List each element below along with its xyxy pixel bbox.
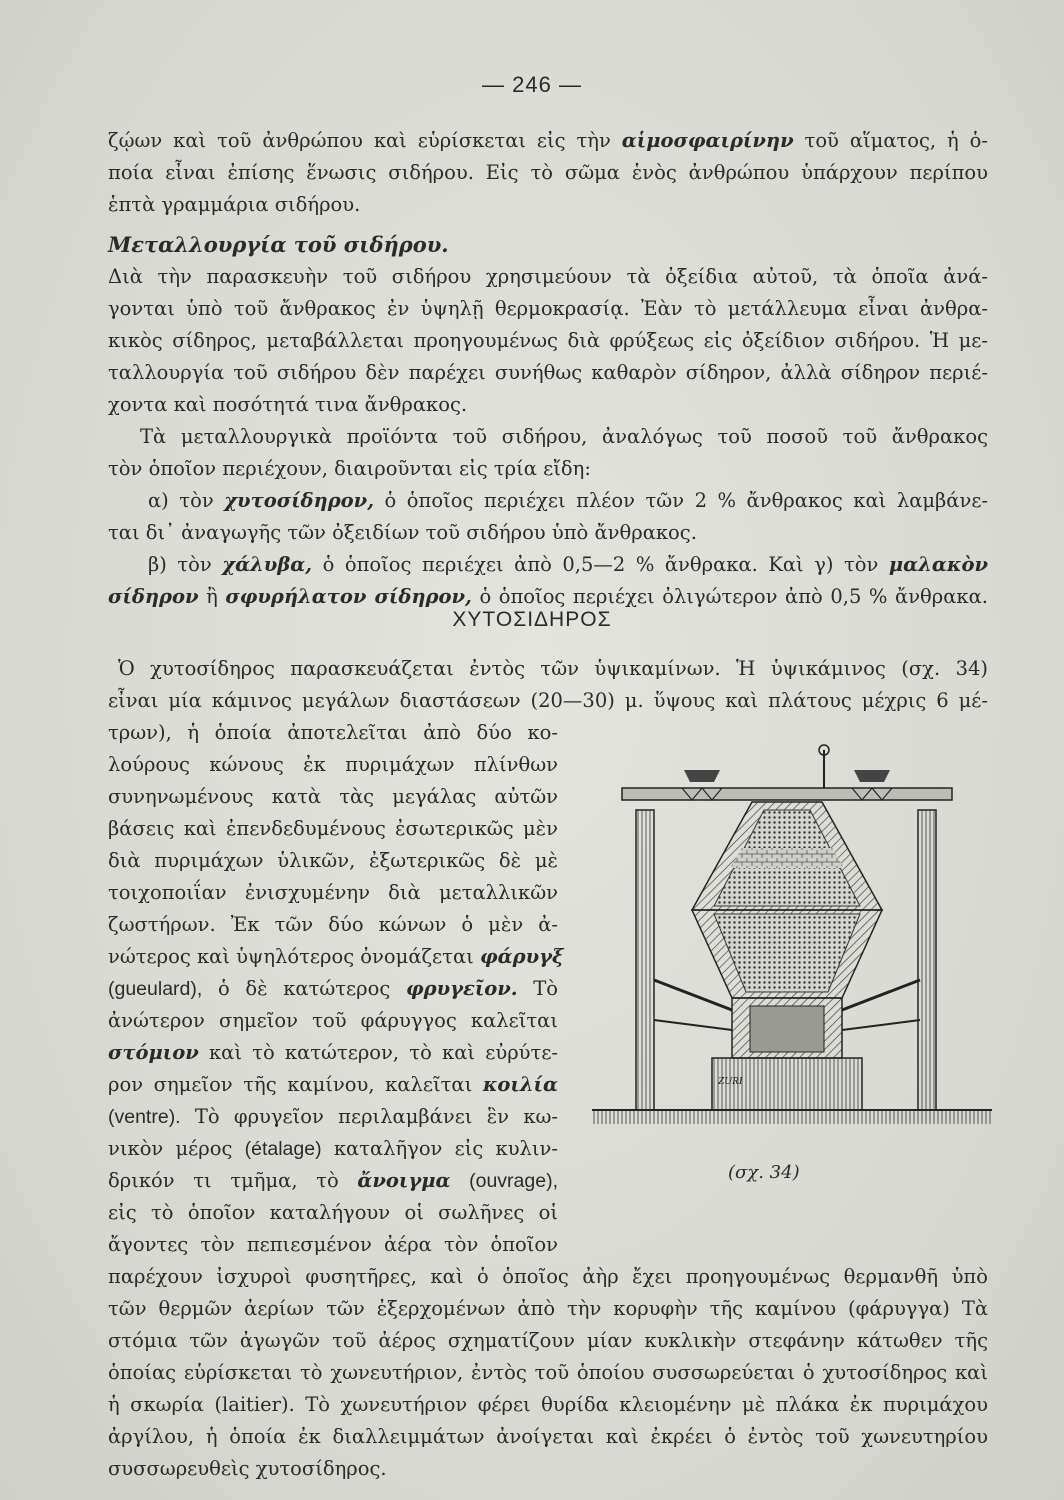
para3-end-line: ἀργίλου, ἡ ὁποία ἐκ διαλλειμμάτων ἀνοίγεται καὶ ἐκρέει ὁ ἐντὸς τοῦ χωνευτηρίου: [108, 1425, 988, 1448]
text-span: Τὸ φρυγεῖον περιλαμβάνει ἓν κω-: [194, 1105, 558, 1128]
term-bosh: φρυγεῖον.: [405, 977, 518, 1000]
section-title-cast-iron: ΧΥΤΟΣΙΔΗΡΟΣ: [452, 608, 612, 631]
text-span: α) τὸν: [148, 489, 214, 512]
text-span: καταλῆγον εἰς κυλιν-: [333, 1137, 558, 1160]
para3-end-line: συσσωρευθεὶς χυτοσίδηρος.: [108, 1457, 387, 1480]
term-mouth: στόμιον: [108, 1041, 199, 1064]
text-span: δρικόν τι τμῆμα, τὸ: [108, 1169, 339, 1192]
text-span: Τὸ: [533, 977, 558, 1000]
para3-narrow-line: συνηνωμένους κατὰ τὰς μεγάλας αὐτῶν: [108, 785, 558, 808]
text-span: ἢ: [206, 585, 218, 608]
para3-narrow-line: ἀνώτερον σημεῖον τοῦ φάρυγγος καλεῖται: [108, 1009, 558, 1032]
text-span: (ventre).: [108, 1106, 181, 1128]
para3-narrow-line: διὰ πυριμάχων ὑλικῶν, ἐξωτερικῶς δὲ μὲ: [108, 849, 558, 872]
para3-narrow-line: [108, 1040, 558, 1066]
text-span: νώτερος καὶ ὑψηλότερος ὀνομάζεται: [108, 945, 474, 968]
para3-narrow-line: [108, 1136, 558, 1162]
para1-line: κικὸς σίδηρος, μεταβάλλεται προηγουμένως διὰ φρύξεως εἰς ὀξείδιον σιδήρου. Ἡ με-: [108, 329, 988, 352]
engraver-signature: ZURI: [718, 1075, 743, 1087]
term-steel: χάλυβα,: [222, 553, 313, 576]
para3-narrow-line: [108, 1104, 558, 1130]
text-span: (gueulard),: [108, 978, 203, 1000]
text-span: ὁ ὁποῖος περιέχει ὀλιγώτερον ἀπὸ 0,5 % ἄνθρακα.: [479, 585, 988, 608]
term-wrought-iron: σφυρήλατον σίδηρον,: [225, 585, 472, 608]
intro-line-3: ἑπτὰ γραμμάρια σιδήρου.: [108, 193, 361, 216]
item-b-line-1: [148, 552, 988, 578]
para2-line: Τὰ μεταλλουργικὰ προϊόντα τοῦ σιδήρου, ἀναλόγως τοῦ ποσοῦ τοῦ ἄνθρακος: [140, 425, 988, 448]
para3-narrow-line: ἄγοντες τὸν πεπιεσμένον ἀέρα τὸν ὁποῖον: [108, 1233, 558, 1256]
para1-line: χοντα καὶ ποσότητά τινα ἄνθρακος.: [108, 393, 468, 416]
term-opening: ἄνοιγμα: [357, 1169, 451, 1192]
item-a-line-1: [148, 488, 988, 514]
section-heading: Μεταλλουργία τοῦ σιδήρου.: [108, 232, 449, 257]
para3-narrow-line: βάσεις καὶ ἐπενδεδυμένους ἐσωτερικῶς μὲν: [108, 817, 558, 840]
para3-narrow-line: [108, 976, 558, 1002]
para3-narrow-line: [108, 1072, 558, 1098]
para3-end-line: παρέχουν ἰσχυροὶ φυσητῆρες, καὶ ὁ ὁποῖος ἀὴρ ἔχει προηγουμένως θερμανθῆ ὑπὸ: [108, 1265, 988, 1288]
para1-line: ταλλουργία τοῦ σιδήρου δὲν παρέχει συνήθως καθαρὸν σίδηρον, ἀλλὰ σίδηρον περιέ-: [108, 361, 988, 384]
para2-line: τὸν ὁποῖον περιέχουν, διαιροῦνται εἰς τρία εἴδη:: [108, 457, 591, 480]
term-haemoglobin: αἱμοσφαιρίνην: [621, 129, 794, 152]
text-span: ὁ ὁποῖος περιέχει πλέον τῶν 2 % ἄνθρακος καὶ λαμβάνε-: [384, 489, 989, 512]
term-iron: σίδηρον: [108, 585, 199, 608]
page-number: — 246 —: [482, 72, 582, 97]
para1-line: Διὰ τὴν παρασκευὴν τοῦ σιδήρου χρησιμεύουν τὰ ὀξείδια αὐτοῦ, τὰ ὁποῖα ἀνά-: [108, 265, 988, 288]
text-span: ρον σημεῖον τῆς καμίνου, καλεῖται: [108, 1073, 473, 1096]
para3-narrow-line: [108, 944, 564, 970]
para3-end-line: στόμια τῶν ἀγωγῶν τοῦ ἀέρος σχηματίζουν μίαν κυκλικὴν στεφάνην κάτωθεν τῆς: [108, 1329, 988, 1352]
term-soft: μαλακὸν: [888, 553, 988, 576]
para3-end-line: ὁποίας εὑρίσκεται τὸ χωνευτήριον, ἐντὸς τοῦ ὁποίου συσσωρεύεται ὁ χυτοσίδηρος καὶ: [108, 1361, 988, 1384]
text-span: ὁ ὁποῖος περιέχει ἀπὸ 0,5—2 % ἄνθρακα. Καὶ γ) τὸν: [322, 553, 879, 576]
para3-narrow-line: λούρους κώνους ἐκ πυριμάχων πλίνθων: [108, 753, 558, 776]
text-span: (étalage): [244, 1138, 322, 1160]
figure-caption: (σχ. 34): [728, 1162, 800, 1183]
text-span: β) τὸν: [148, 553, 212, 576]
para3-narrow-line: [108, 1168, 558, 1194]
para3-narrow-line: τρων), ἡ ὁποία ἀποτελεῖται ἀπὸ δύο κο-: [108, 721, 558, 744]
text-span: ζῴων καὶ τοῦ ἀνθρώπου καὶ εὑρίσκεται εἰς τὴν: [108, 129, 611, 152]
para3-line: εἶναι μία κάμινος μεγάλων διαστάσεων (20—30) μ. ὕψους καὶ πλάτους μέχρις 6 μέ-: [108, 689, 988, 712]
term-belly: κοιλία: [482, 1073, 558, 1096]
term-throat: φάρυγξ: [479, 945, 564, 968]
item-a-line-2: ται δι᾽ ἀναγωγῆς τῶν ὀξειδίων τοῦ σιδήρου ὑπὸ ἄνθρακος.: [108, 521, 697, 544]
para3-line: Ὁ χυτοσίδηρος παρασκευάζεται ἐντὸς τῶν ὑψικαμίνων. Ἡ ὑψικάμινος (σχ. 34): [118, 657, 988, 680]
intro-line-1: [108, 128, 988, 154]
para3-narrow-line: τοιχοποιΐαν ἐνισχυμένην διὰ μεταλλικῶν: [108, 881, 558, 904]
text-span: τοῦ αἵματος, ἡ ὁ-: [804, 129, 988, 152]
para3-narrow-line: εἰς τὸ ὁποῖον καταλήγουν οἱ σωλῆνες οἱ: [108, 1201, 558, 1224]
para3-narrow-line: ζωστήρων. Ἐκ τῶν δύο κώνων ὁ μὲν ἀ-: [108, 913, 558, 936]
intro-line-2: ποία εἶναι ἐπίσης ἕνωσις σιδήρου. Εἰς τὸ σῶμα ἑνὸς ἀνθρώπου ὑπάρχουν περίπου: [108, 161, 988, 184]
text-span: (ouvrage),: [469, 1170, 558, 1192]
para3-end-line: ἡ σκωρία (laitier). Τὸ χωνευτήριον φέρει θυρίδα κλειομένην μὲ πλάκα ἐκ πυριμάχου: [108, 1393, 988, 1416]
para3-end-line: τῶν θερμῶν ἀερίων τῶν ἐξερχομένων ἀπὸ τὴν κορυφὴν τῆς καμίνου (φάρυγγα) Τὰ: [108, 1297, 988, 1320]
blast-furnace-figure: [592, 730, 992, 1150]
item-b-line-2: [108, 584, 988, 610]
text-span: ὁ δὲ κατώτερος: [217, 977, 391, 1000]
text-span: καὶ τὸ κατώτερον, τὸ καὶ εὐρύτε-: [208, 1041, 559, 1064]
text-span: νικὸν μέρος: [108, 1137, 233, 1160]
para1-line: γονται ὑπὸ τοῦ ἄνθρακος ἐν ὑψηλῇ θερμοκρασίᾳ. Ἐὰν τὸ μετάλλευμα εἶναι ἀνθρα-: [108, 297, 988, 320]
term-cast-iron: χυτοσίδηρον,: [224, 489, 374, 512]
